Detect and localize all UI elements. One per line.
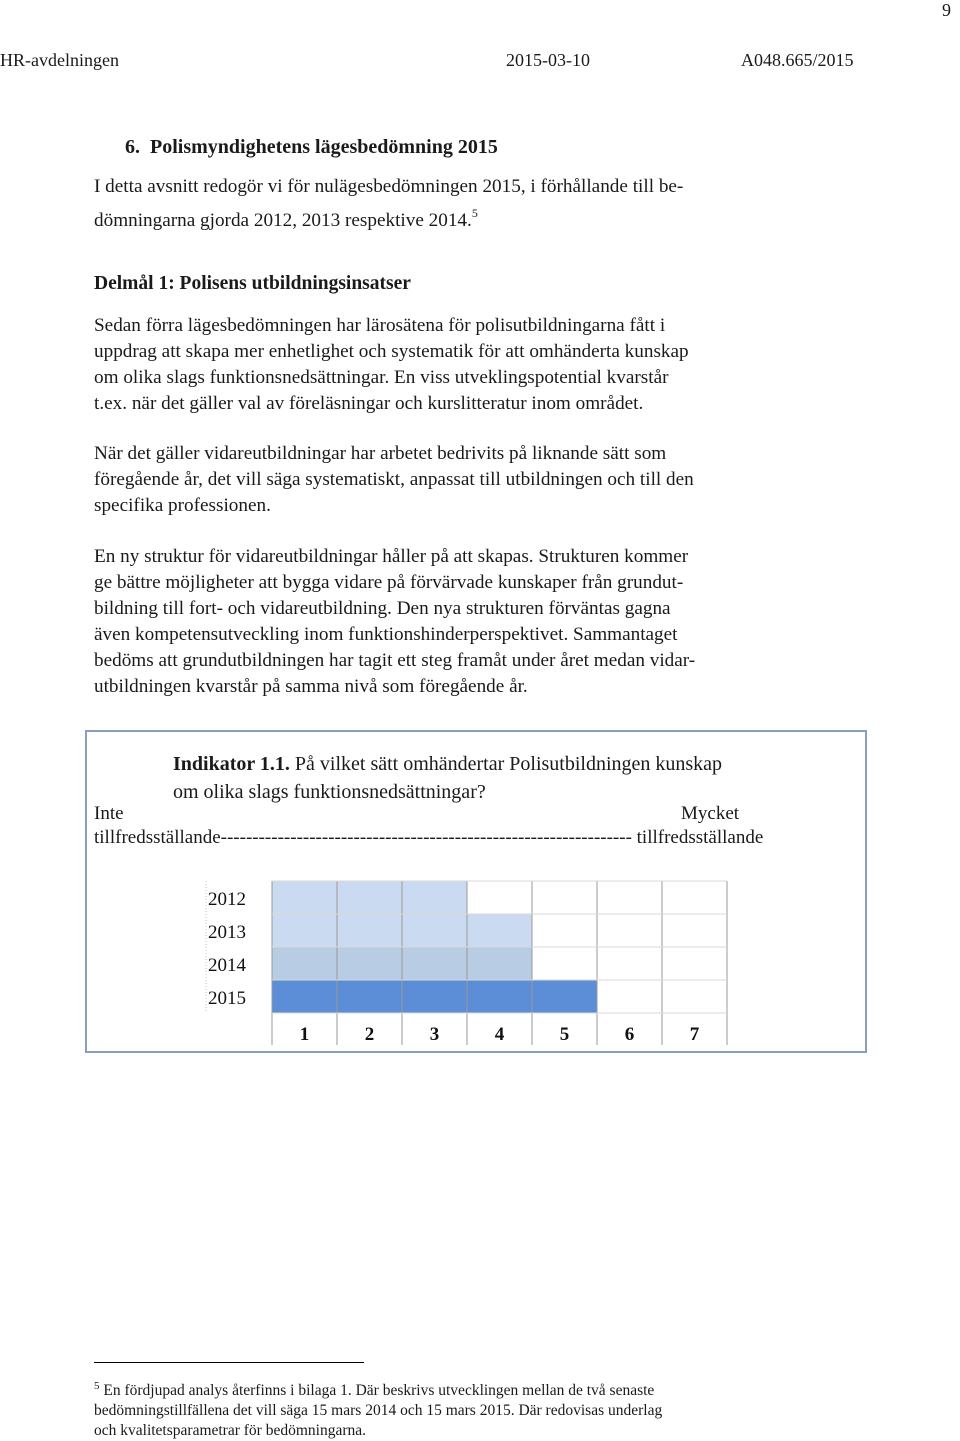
category-label-2014: 2014 bbox=[208, 955, 246, 976]
section-number: 6. bbox=[125, 136, 140, 158]
indicator-label: Indikator 1.1. bbox=[173, 753, 290, 775]
paragraph-line: utbildningen kvarstår på samma nivå som föregående år. bbox=[94, 676, 528, 697]
footnote-line: och kvalitetsparametrar för bedömningarna. bbox=[94, 1422, 366, 1439]
paragraph-1 bbox=[94, 313, 814, 417]
paragraph-3 bbox=[94, 544, 814, 700]
paragraph-line: föregående år, det vill säga systematiskt, anpassat till utbildningen och till den bbox=[94, 469, 694, 490]
paragraph-2 bbox=[94, 441, 814, 519]
page-number: 9 bbox=[942, 0, 951, 20]
footnote bbox=[94, 1376, 662, 1441]
scale-dashes: ----------------------------------------------------------------- bbox=[220, 827, 632, 848]
scale-low-label-2: tillfredsställande bbox=[94, 827, 221, 848]
header-reference: A048.665/2015 bbox=[741, 50, 854, 70]
indicator-question-line: om olika slags funktionsnedsättningar? bbox=[173, 781, 486, 803]
paragraph-line: specifika professionen. bbox=[94, 495, 271, 516]
footnote-separator bbox=[94, 1362, 364, 1363]
paragraph-line: Sedan förra lägesbedömningen har lärosätena för polisutbildningarna fått i bbox=[94, 315, 666, 336]
paragraph-line: även kompetensutveckling inom funktionshinderperspektivet. Sammantaget bbox=[94, 624, 678, 645]
footnote-ref: 5 bbox=[471, 206, 478, 220]
footnote-line: bedömningstillfällena det vill säga 15 mars 2014 och 15 mars 2015. Där redovisas underlag bbox=[94, 1402, 663, 1419]
footnote-number: 5 bbox=[94, 1380, 100, 1392]
footnote-line: En fördjupad analys återfinns i bilaga 1. Där beskrivs utvecklingen mellan de två senaste bbox=[103, 1382, 655, 1399]
bar-2015 bbox=[272, 980, 597, 1013]
intro-line: dömningarna gjorda 2012, 2013 respektive 2014.$^5$ bbox=[94, 206, 478, 231]
section-heading bbox=[125, 136, 498, 159]
paragraph-line: En ny struktur för vidareutbildningar håller på att skapas. Strukturen kommer bbox=[94, 546, 689, 567]
paragraph-line: bildning till fort- och vidareutbildning. Den nya strukturen förväntas gagna bbox=[94, 598, 671, 619]
x-tick-label-5: 5 bbox=[559, 1024, 570, 1045]
indicator-question bbox=[173, 750, 722, 806]
bar-2012 bbox=[272, 881, 467, 914]
section-title: Polismyndighetens lägesbedömning 2015 bbox=[150, 136, 498, 158]
category-label-2015: 2015 bbox=[208, 988, 246, 1009]
paragraph-line: ge bättre möjligheter att bygga vidare på förvärvade kunskaper från grundut- bbox=[94, 572, 684, 593]
indicator-chart bbox=[200, 875, 730, 1045]
scale-line bbox=[94, 827, 763, 849]
x-tick-label-3: 3 bbox=[429, 1024, 440, 1045]
x-tick-label-6: 6 bbox=[624, 1024, 635, 1045]
paragraph-line: När det gäller vidareutbildningar har arbetet bedrivits på liknande sätt som bbox=[94, 443, 667, 464]
scale-high-label-2: tillfredsställande bbox=[636, 827, 764, 848]
category-label-2012: 2012 bbox=[208, 889, 246, 910]
scale-low-label: Inte bbox=[94, 803, 124, 824]
x-tick-label-7: 7 bbox=[689, 1024, 700, 1045]
header-department: HR-avdelningen bbox=[0, 50, 119, 70]
intro-line: I detta avsnitt redogör vi för nulägesbedömningen 2015, i förhållande till be- bbox=[94, 176, 684, 197]
paragraph-line: t.ex. när det gäller val av föreläsningar och kurslitteratur inom området. bbox=[94, 393, 644, 414]
subsection-title: Delmål 1: Polisens utbildningsinsatser bbox=[94, 273, 411, 294]
category-label-2013: 2013 bbox=[208, 922, 246, 943]
x-tick-label-4: 4 bbox=[494, 1024, 505, 1045]
section-intro bbox=[94, 174, 814, 234]
paragraph-line: uppdrag att skapa mer enhetlighet och systematik för att omhänderta kunskap bbox=[94, 341, 689, 362]
header-date: 2015-03-10 bbox=[506, 50, 590, 70]
scale-high-label: Mycket bbox=[681, 803, 740, 824]
x-tick-label-1: 1 bbox=[299, 1024, 310, 1045]
x-tick-label-2: 2 bbox=[364, 1024, 375, 1045]
paragraph-line: om olika slags funktionsnedsättningar. En viss utveklingspotential kvarstår bbox=[94, 367, 669, 388]
indicator-question-line: På vilket sätt omhändertar Polisutbildningen kunskap bbox=[294, 753, 723, 775]
paragraph-line: bedöms att grundutbildningen har tagit ett steg framåt under året medan vidar- bbox=[94, 650, 696, 671]
